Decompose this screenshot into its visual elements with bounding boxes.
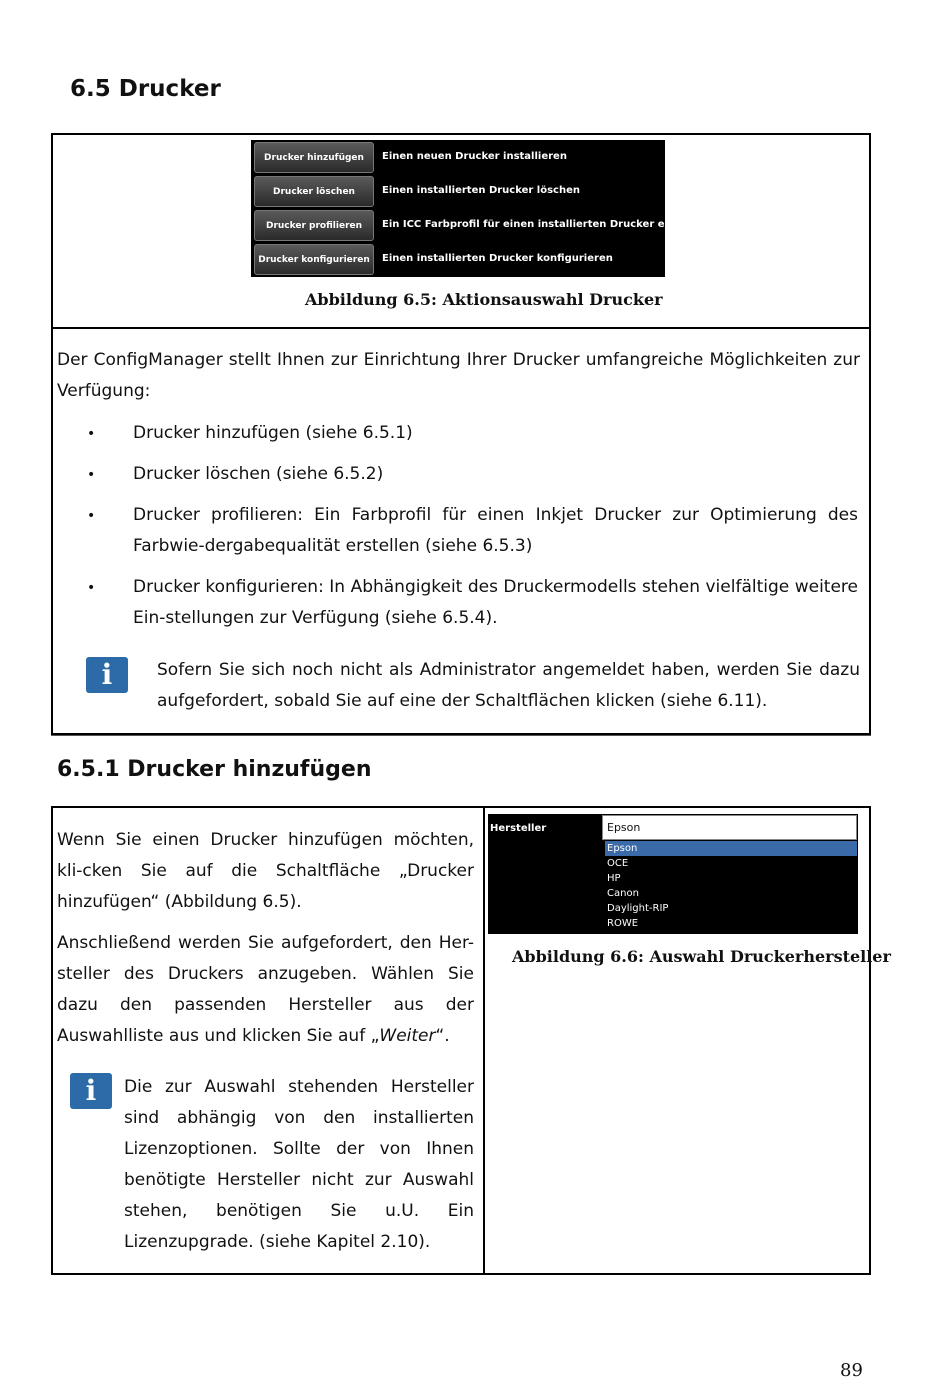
info-icon: i	[86, 657, 128, 693]
instruction-paragraph: Wenn Sie einen Drucker hinzufügen möchten, kli-cken Sie auf die Schaltfläche „Drucker hinzufügen“ (Abbildung 6.5).	[57, 830, 474, 912]
figure-caption: Abbildung 6.5: Aktionsauswahl Drucker	[305, 290, 663, 309]
manufacturer-select[interactable]: Epson	[602, 815, 857, 840]
column-divider	[483, 808, 485, 1273]
bullet-dot: •	[87, 467, 96, 483]
subsection-title: 6.5.1 Drucker hinzufügen	[57, 757, 372, 782]
list-item: Drucker profilieren: Ein Farbprofil für einen Inkjet Drucker zur Optimierung des Farbwie-dergabequalität erstellen (siehe 6.5.3)	[133, 505, 858, 556]
info-note: Die zur Auswahl stehenden Hersteller sind abhängig von den installierten Lizenzoptionen. Sollte der von Ihnen benötigte Hersteller nicht zur Auswahl stehen, benötigen Sie u.U. Ein Lizenzupgrade. (siehe Kapitel 2.10).	[124, 1077, 474, 1252]
manufacturer-label: Hersteller	[490, 823, 547, 834]
bullet-dot: •	[87, 580, 96, 596]
info-note: Sofern Sie sich noch nicht als Administrator angemeldet haben, werden Sie dazu aufgefordert, sobald Sie auf eine der Schaltflächen klicken (siehe 6.11).	[157, 660, 860, 711]
figure-caption: Abbildung 6.6: Auswahl Druckerhersteller	[512, 947, 891, 966]
bullet-dot: •	[87, 508, 96, 524]
list-item: Drucker löschen (siehe 6.5.2)	[133, 464, 384, 484]
action-description: Einen installierten Drucker konfigurieren	[382, 253, 613, 264]
list-option[interactable]: ROWE	[607, 918, 639, 929]
action-row	[251, 174, 665, 208]
intro-paragraph: Der ConfigManager stellt Ihnen zur Einrichtung Ihrer Drucker umfangreiche Möglichkeiten zur Verfügung:	[57, 350, 860, 401]
paragraph-text: Anschließend werden Sie aufgefordert, den Her-steller des Druckers anzugeben. Wählen Sie dazu den passenden Hersteller aus der Auswahlliste aus und klicken Sie auf „	[57, 933, 474, 1046]
instruction-paragraph	[57, 928, 474, 1052]
box-double-rule	[51, 735, 871, 736]
list-option[interactable]: HP	[607, 873, 621, 884]
add-printer-button[interactable]: Drucker hinzufügen	[254, 142, 374, 173]
list-option[interactable]: OCE	[607, 858, 629, 869]
action-description: Einen neuen Drucker installieren	[382, 151, 567, 162]
profile-printer-button[interactable]: Drucker profilieren	[254, 210, 374, 241]
list-option[interactable]: Epson	[605, 841, 857, 856]
action-description: Einen installierten Drucker löschen	[382, 185, 581, 196]
action-row	[251, 140, 665, 174]
bullet-dot: •	[87, 426, 96, 442]
printer-action-screenshot	[251, 140, 711, 277]
configure-printer-button[interactable]: Drucker konfigurieren	[254, 244, 374, 275]
action-description: Ein ICC Farbprofil für einen installierten Drucker erzeugen	[382, 219, 711, 230]
list-option[interactable]: Daylight-RIP	[607, 903, 669, 914]
box-divider	[53, 327, 869, 329]
list-item: Drucker konfigurieren: In Abhängigkeit des Druckermodells stehen vielfältige weitere Ein-stellungen zur Verfügung (siehe 6.5.4).	[133, 577, 858, 628]
section-title: 6.5 Drucker	[70, 76, 221, 102]
emphasis-text: Weiter	[379, 1026, 436, 1046]
list-item: Drucker hinzufügen (siehe 6.5.1)	[133, 423, 413, 443]
action-row	[251, 242, 665, 276]
info-icon: i	[70, 1073, 112, 1109]
delete-printer-button[interactable]: Drucker löschen	[254, 176, 374, 207]
manufacturer-list	[605, 841, 857, 931]
paragraph-text: “.	[435, 1026, 450, 1046]
list-option[interactable]: Canon	[607, 888, 639, 899]
action-row	[251, 208, 711, 242]
page-number: 89	[840, 1360, 863, 1381]
manufacturer-screenshot	[488, 814, 858, 934]
